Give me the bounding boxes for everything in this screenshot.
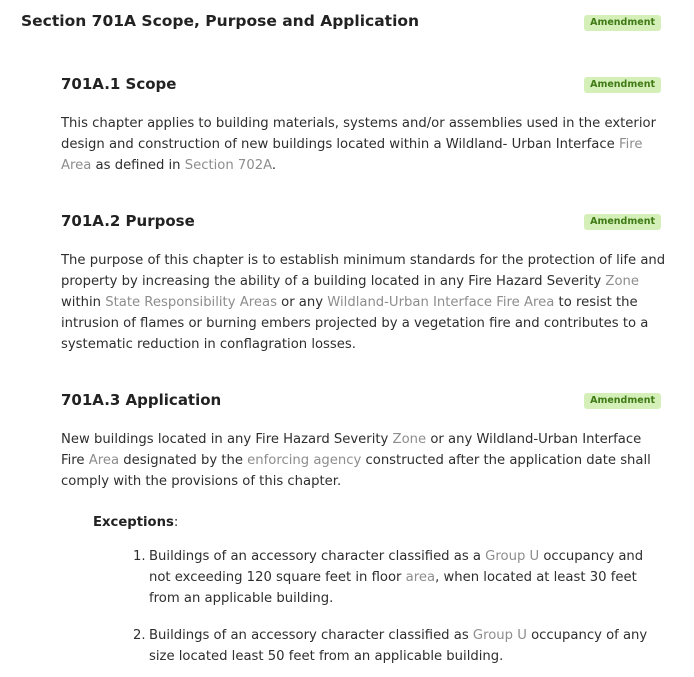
exception-number: 2. [133,628,146,643]
purpose-paragraph: The purpose of this chapter is to establish minimum standards for the protection of life and property by increasing the ability of a building located in any Fire Hazard Severity Zone within State Responsibility Areas or any Wildland-Urban Interface Fire Area to resist the intrusion of flames or burning embers projected by a vegetation fire and contributes to a systematic reduction in conflagration losses. [61,253,666,352]
inline-definition-link[interactable]: Wildland-Urban Interface Fire Area [327,295,555,310]
inline-definition-link[interactable]: enforcing agency [247,453,362,468]
application-paragraph: New buildings located in any Fire Hazard Severity Zone or any Wildland-Urban Interface Fire Area designated by the enforcing agency constructed after the application date shall comply with the provisions of this chapter. [61,432,651,489]
exception-text: Buildings of an accessory character classified as a Group U occupancy and not exceeding 120 square feet in floor area, when located at least 30 feet from an applicable building. [149,549,644,606]
inline-definition-link[interactable]: Group U [485,549,540,564]
scope-paragraph: This chapter applies to building materials, systems and/or assemblies used in the exterior design and construction of new buildings located within a Wildland- Urban Interface Fire Area as defined in Section 702A. [61,116,656,173]
inline-definition-link[interactable]: Section 702A [184,158,272,173]
exceptions-colon: : [173,515,179,530]
inline-definition-link[interactable]: Zone [605,274,639,289]
inline-definition-link[interactable]: State Responsibility Areas [105,295,277,310]
inline-definition-link[interactable]: Group U [472,628,527,643]
inline-definition-link[interactable]: Area [88,453,120,468]
exception-text: Buildings of an accessory character classified as Group U occupancy of any size located least 50 feet from an applicable building. [149,628,648,664]
exceptions-label [93,512,178,533]
exception-item-2 [133,625,653,667]
exceptions-heading: Exceptions [93,515,174,530]
application-amendment-badge[interactable]: Amendment [584,393,661,409]
section-title: Section 701A Scope, Purpose and Application [21,12,420,30]
inline-definition-link[interactable]: Fire Area [61,137,643,173]
section-amendment-badge[interactable]: Amendment [584,15,661,31]
subsection-title-application: 701A.3 Application [61,391,222,409]
exception-number: 1. [133,549,146,564]
exception-item-1 [133,546,653,609]
subsection-title-scope: 701A.1 Scope [61,75,177,93]
subsection-title-purpose: 701A.2 Purpose [61,212,195,230]
inline-definition-link[interactable]: Zone [392,432,427,447]
inline-definition-link[interactable]: area [405,570,436,585]
scope-amendment-badge[interactable]: Amendment [584,77,661,93]
purpose-amendment-badge[interactable]: Amendment [584,214,661,230]
